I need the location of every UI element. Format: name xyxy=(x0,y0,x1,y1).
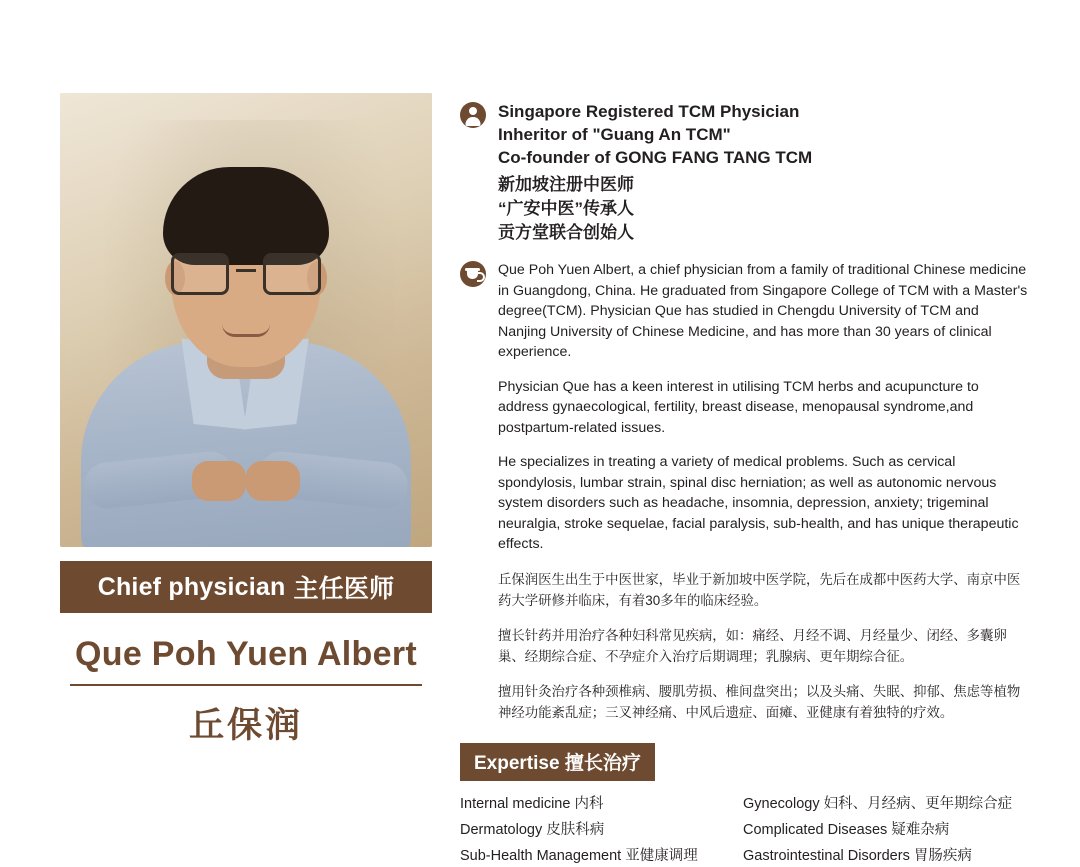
portrait-hand-right xyxy=(246,461,300,501)
credentials-lines xyxy=(498,100,812,244)
tea-cup-icon-handle xyxy=(477,272,485,282)
expertise-item: Gastrointestinal Disorders 胃肠疾病 xyxy=(743,847,972,864)
expertise-item: Gynecology 妇科、月经病、更年期综合症 xyxy=(743,795,1013,812)
bio-paragraph-en-1: Que Poh Yuen Albert, a chief physician from a family of traditional Chinese medicine in Guangdong, China. He graduated from Singapore College of TCM with a Master's degree(TCM). Physician Que has studied in Chengdu University of TCM and Nanjing University of Chinese Medicine, and has more than 30 years of clinical experience. xyxy=(498,262,1028,360)
credential-en-1: Singapore Registered TCM Physician xyxy=(498,102,800,121)
left-column xyxy=(60,93,432,748)
expertise-heading-en: Expertise xyxy=(474,752,560,774)
bio-paragraph-cn-1: 丘保润医生出生于中医世家，毕业于新加坡中医学院，先后在成都中医药大学、南京中医药大学研修并临床，有着30多年的临床经验。 xyxy=(498,571,1021,608)
credentials-spacer xyxy=(498,169,812,172)
role-title-cn: 主任医师 xyxy=(293,575,395,603)
expertise-item: Dermatology 皮肤科病 xyxy=(460,821,605,838)
bio-paragraph-cn-3: 擅用针灸治疗各种颈椎病、腰肌劳损、椎间盘突出；以及头痛、失眠、抑郁、焦虑等植物神经功能紊乱症；三叉神经痛、中风后遗症、面瘫、亚健康有着独特的疗效。 xyxy=(498,683,1021,720)
biography-text xyxy=(498,260,1030,723)
person-badge-icon-head xyxy=(469,107,477,115)
person-badge-icon xyxy=(460,102,486,128)
role-title-en: Chief physician xyxy=(97,572,286,601)
bio-paragraph-cn-2: 擅长针药并用治疗各种妇科常见疾病，如：痛经、月经不调、月经量少、闭经、多囊卵巢、经期综合症、不孕症介入治疗后期调理；乳腺病、更年期综合征。 xyxy=(498,627,1007,664)
expertise-list xyxy=(460,793,1030,867)
biography-block xyxy=(460,260,1030,723)
portrait-hand-left xyxy=(192,461,246,501)
credential-cn-1: 新加坡注册中医师 xyxy=(498,175,634,194)
person-badge-icon-body xyxy=(466,117,481,126)
expertise-item: Sub-Health Management 亚健康调理 xyxy=(460,847,698,864)
bio-paragraph-en-2: Physician Que has a keen interest in utilising TCM herbs and acupuncture to address gynaecological, fertility, breast disease, menopausal syndrome,and postpartum-related issues. xyxy=(498,378,979,436)
portrait-hair xyxy=(163,167,329,265)
credentials-block xyxy=(460,100,1030,244)
physician-name-en: Que Poh Yuen Albert xyxy=(75,635,417,673)
expertise-heading xyxy=(460,743,655,781)
physician-name-cn: 丘保润 xyxy=(188,706,303,745)
right-column xyxy=(460,100,1030,867)
credential-en-2: Inheritor of "Guang An TCM" xyxy=(498,125,731,144)
credential-cn-2: “广安中医”传承人 xyxy=(498,199,634,218)
credential-en-3: Co-founder of GONG FANG TANG TCM xyxy=(498,148,813,167)
tea-cup-icon xyxy=(460,261,486,287)
role-title-banner xyxy=(60,561,432,613)
expertise-heading-cn: 擅长治疗 xyxy=(564,752,641,774)
portrait-mouth xyxy=(222,324,270,337)
expertise-item: Complicated Diseases 疑难杂病 xyxy=(743,821,950,838)
portrait-photo xyxy=(60,93,432,547)
expertise-item: Internal medicine 内科 xyxy=(460,795,604,812)
portrait-glasses-bridge xyxy=(236,269,256,272)
portrait-glasses-right xyxy=(263,253,321,295)
credential-cn-3: 贡方堂联合创始人 xyxy=(498,223,634,242)
portrait-glasses-left xyxy=(171,253,229,295)
name-divider xyxy=(70,684,422,686)
bio-paragraph-en-3: He specializes in treating a variety of medical problems. Such as cervical spondylosis, lumbar strain, spinal disc herniation; as well as autonomic nervous system disorders such as headache, insomnia, depression, anxiety; trigeminal neuralgia, stroke sequelae, facial paralysis, sub-health, and has unique therapeutic effects. xyxy=(498,454,1019,552)
